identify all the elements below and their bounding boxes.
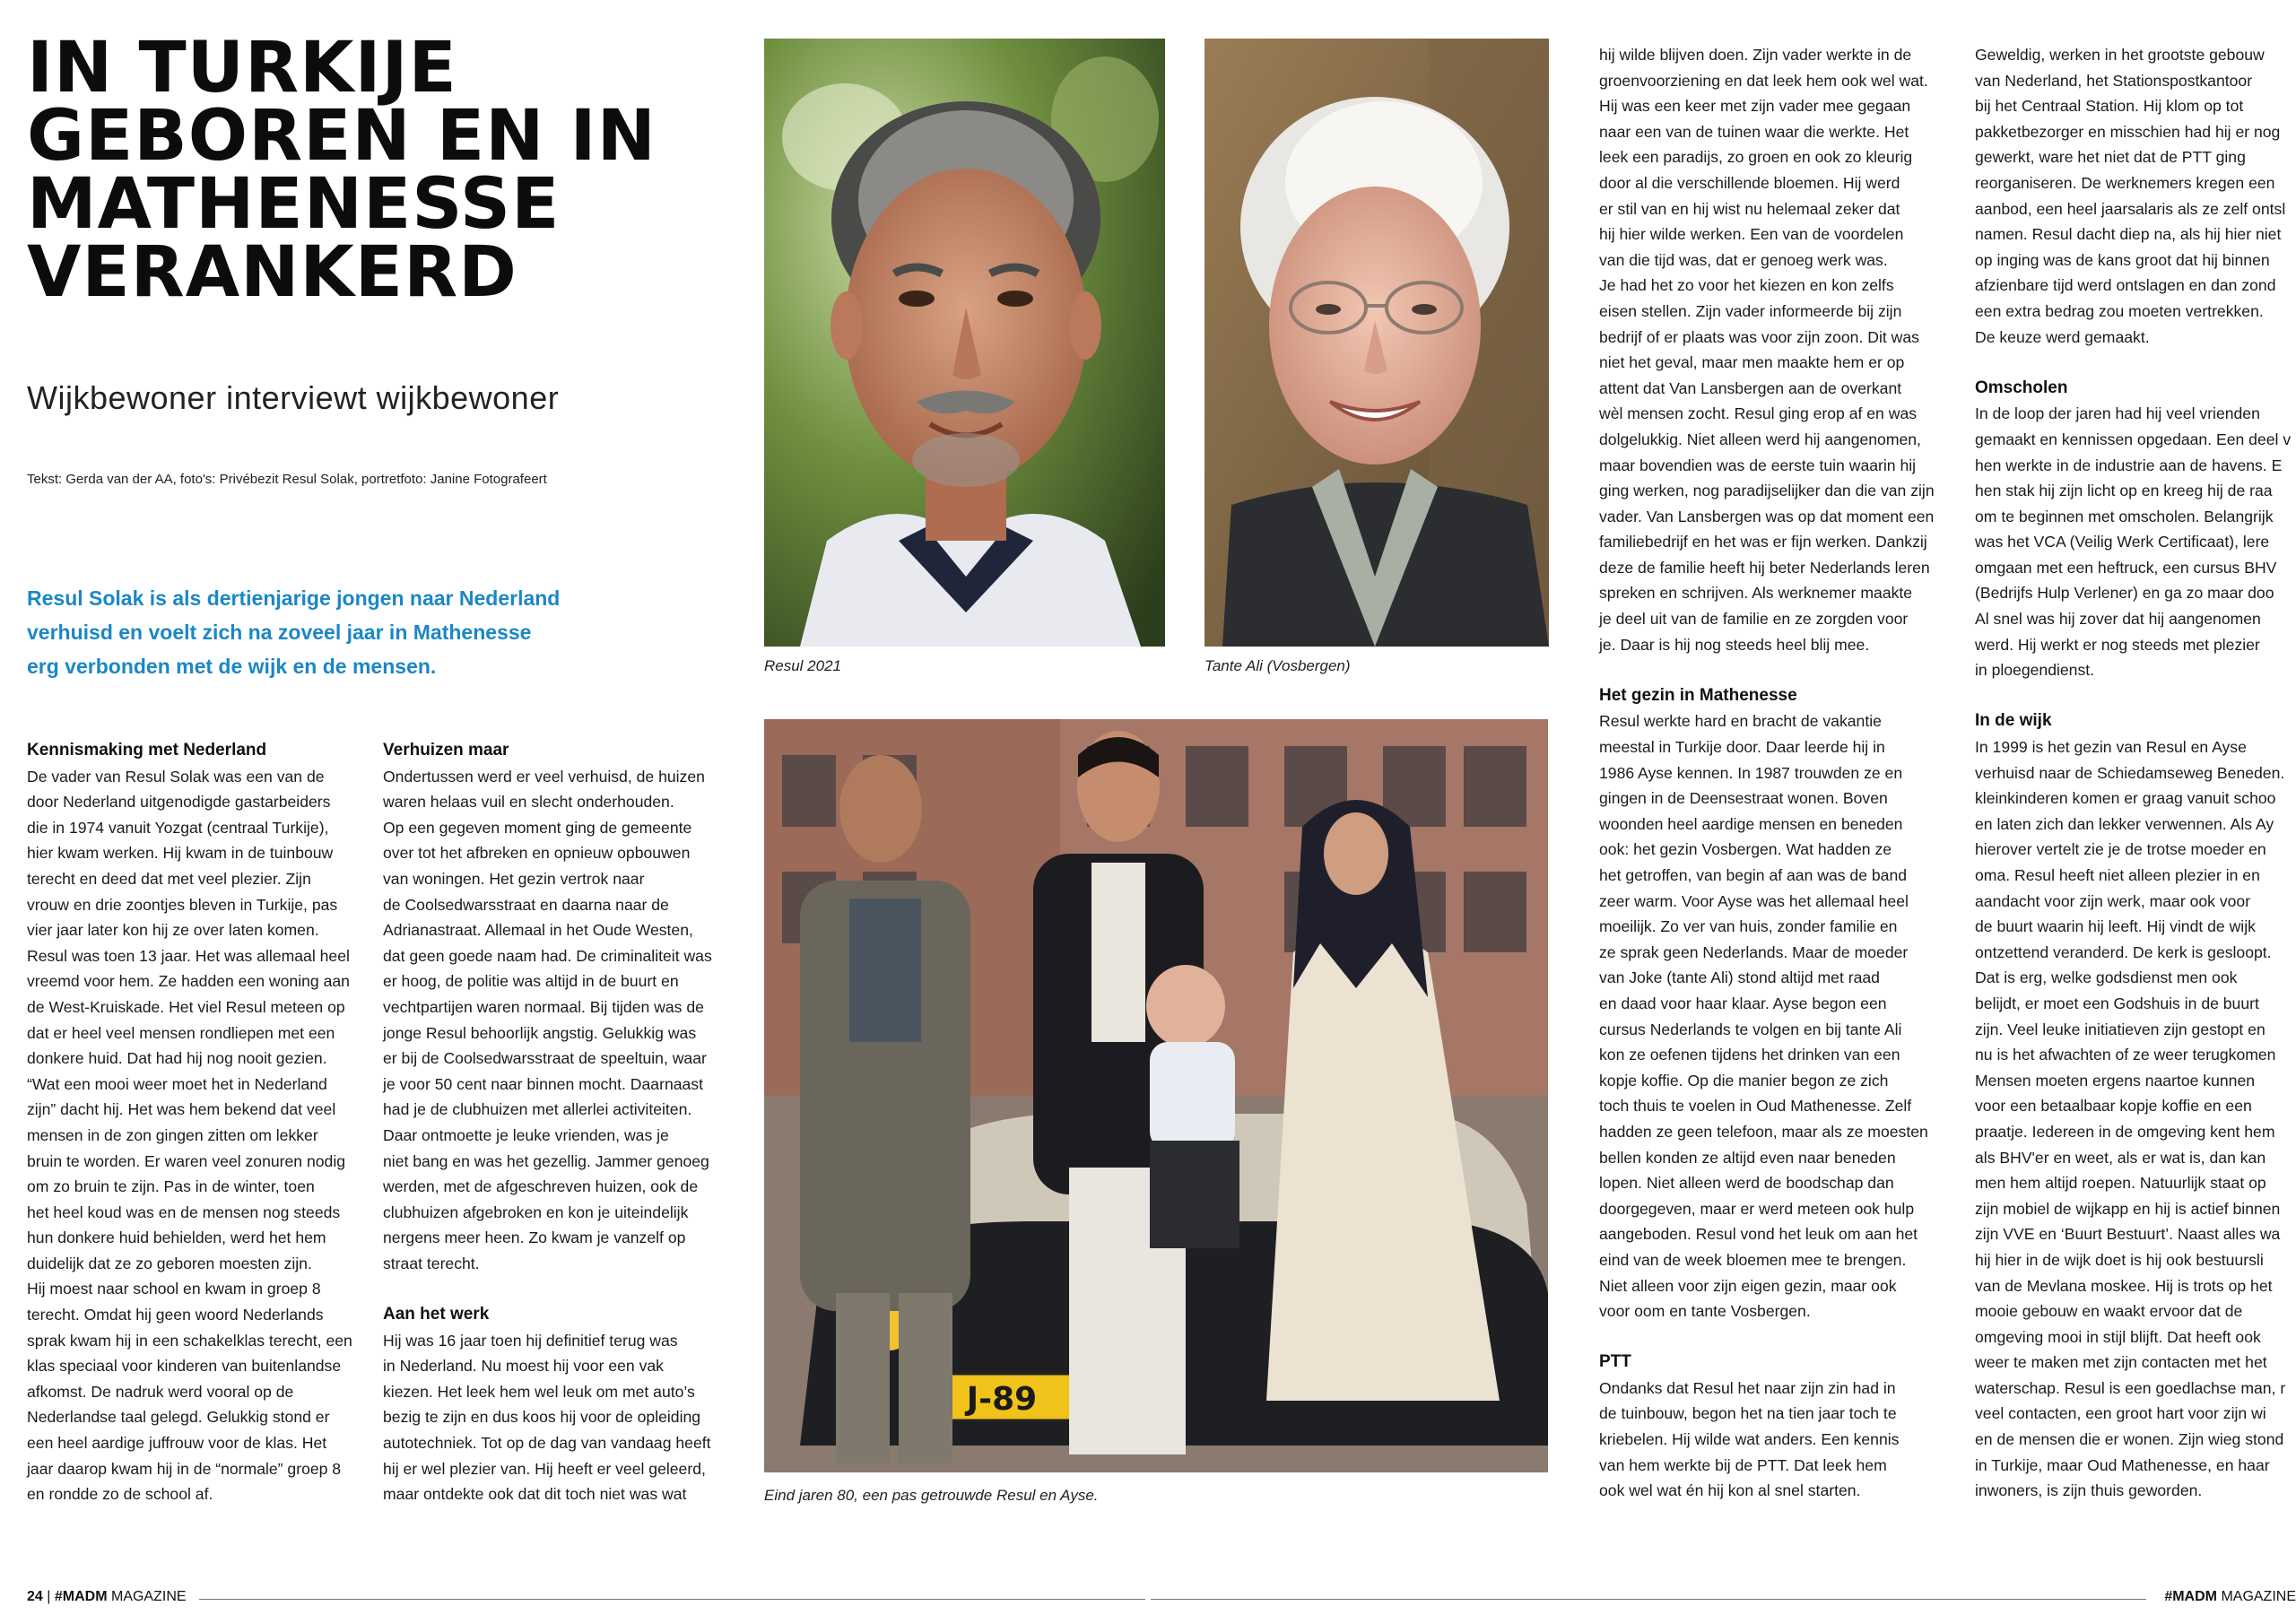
text-line: vader. Van Lansbergen was op dat moment een <box>1599 507 1935 525</box>
lead-line: erg verbonden met de wijk en de mensen. <box>27 655 437 678</box>
text-line: je voor 50 cent naar binnen mocht. Daarnaast <box>383 1074 703 1093</box>
text-line: mensen in de zon gingen zitten om lekker <box>27 1125 318 1144</box>
text-line: werden, met de afgeschreven huizen, ook de <box>383 1177 699 1196</box>
text-line: dat er heel veel mensen rondliepen met een <box>27 1023 335 1042</box>
text-line: afzienbare tijd werd ontslagen en dan zond <box>1975 276 2276 295</box>
text-line: hun donkere huid behielden, werd het hem <box>27 1229 326 1247</box>
text-line: leek een paradijs, zo groen en ook zo kleurig <box>1599 148 1913 167</box>
section-heading-in-de-wijk: In de wijk <box>1975 711 2052 731</box>
text-line: ging werken, nog paradijselijker dan die van zijn <box>1599 482 1935 500</box>
paragraph-in-de-wijk <box>1975 734 2296 1504</box>
text-line: op inging was de kans groot dat hij binnen <box>1975 250 2270 269</box>
text-line: de tuinbouw, begon het na tien jaar toch te <box>1599 1404 1897 1423</box>
text-line: was het VCA (Veilig Werk Certificaat), lere <box>1975 533 2270 551</box>
text-line: (Bedrijfs Hulp Verlener) en ga zo maar doo <box>1975 584 2274 603</box>
headline-line: GEBOREN EN IN <box>27 96 657 177</box>
text-line: cursus Nederlands te volgen en bij tante Ali <box>1599 1020 1902 1038</box>
text-line: een extra bedrag zou moeten vertrekken. <box>1975 301 2264 320</box>
paragraph-ptt-continued <box>1975 42 2296 350</box>
text-line: attent dat Van Lansbergen aan de overkant <box>1599 378 1902 397</box>
text-line: en daad voor haar klaar. Ayse begon een <box>1599 994 1887 1012</box>
text-line: bij het Centraal Station. Hij klom op tot <box>1975 97 2244 116</box>
text-line: spreken en schrijven. Als werknemer maakte <box>1599 584 1913 603</box>
text-line: om zo bruin te zijn. Pas in de winter, toen <box>27 1177 315 1196</box>
text-line: over tot het afbreken en opnieuw opbouwen <box>383 844 691 863</box>
text-line: In 1999 is het gezin van Resul en Ayse <box>1975 738 2247 757</box>
text-line: ze sprak geen Nederlands. Maar de moeder <box>1599 942 1909 961</box>
text-line: Dat is erg, welke godsdienst men ook <box>1975 968 2238 987</box>
section-heading-verhuizen: Verhuizen maar <box>383 741 509 760</box>
text-line: kopje koffie. Op die manier begon ze zich <box>1599 1071 1889 1090</box>
text-line: veel contacten, een groot hart voor zijn wi <box>1975 1404 2266 1423</box>
text-line: ook: het gezin Vosbergen. Wat hadden ze <box>1599 840 1892 859</box>
text-line: kleinkinderen komen er graag vanuit schoo <box>1975 789 2276 808</box>
text-line: hierover vertelt zie je de trotse moeder en <box>1975 840 2266 859</box>
column-2 <box>383 738 742 1507</box>
text-line: door al die verschillende bloemen. Hij werd <box>1599 173 1900 192</box>
text-line: er stil van en hij wist nu helemaal zeker dat <box>1599 199 1900 218</box>
text-line: voor een betaalbaar kopje koffie en een <box>1975 1097 2252 1116</box>
text-line: hij er wel plezier van. Hij heeft er veel geleerd, <box>383 1459 706 1478</box>
text-line: aangeboden. Resul vond het leuk om aan het <box>1599 1225 1918 1244</box>
paragraph-ptt <box>1599 1376 1958 1504</box>
text-line: omgaan met een heftruck, een cursus BHV <box>1975 558 2277 577</box>
text-line: moeilijk. Zo ver van huis, zonder familie en <box>1599 917 1898 936</box>
headline <box>27 28 709 313</box>
text-line: lopen. Niet alleen werd de boodschap dan <box>1599 1174 1894 1193</box>
text-line: van woningen. Het gezin vertrok naar <box>383 869 645 888</box>
footer-label: MAGAZINE <box>110 1589 187 1604</box>
text-line: maar ontdekte ook dat dit toch niet was wat <box>383 1485 687 1504</box>
text-line: gemaakt en kennissen opgedaan. Een deel v <box>1975 430 2292 448</box>
text-line: kiezen. Het leek hem wel leuk om met auto’s <box>383 1382 695 1401</box>
text-line: gewerkt, ware het niet dat de PTT ging <box>1975 148 2246 167</box>
text-line: je. Daar is hij nog steeds heel blij mee. <box>1599 635 1870 654</box>
text-line: belijdt, er moet een Godshuis in de buurt <box>1975 994 2259 1012</box>
text-line: van die tijd was, dat er genoeg werk was. <box>1599 250 1888 269</box>
text-line: toch thuis te voelen in Oud Mathenesse. Zelf <box>1599 1097 1912 1116</box>
paragraph-kennismaking <box>27 764 377 1507</box>
text-line: familiebedrijf en het was er fijn werken. Dankzij <box>1599 533 1927 551</box>
text-line: hij hier wilde werken. Een van de voordelen <box>1599 225 1904 244</box>
text-line: van hem werkte bij de PTT. Dat leek hem <box>1599 1455 1887 1474</box>
text-line: woonden heel aardige mensen en beneden <box>1599 814 1903 833</box>
text-line: clubhuizen afgebroken en kon je uiteindelijk <box>383 1203 689 1221</box>
text-line: van de Mevlana moskee. Hij is trots op het <box>1975 1276 2273 1295</box>
text-line: aandacht voor zijn werk, maar ook voor <box>1975 891 2251 910</box>
portrait-ali-illustration <box>1205 39 1549 647</box>
text-line: Geweldig, werken in het grootste gebouw <box>1975 46 2265 64</box>
text-line: men hem altijd roepen. Natuurlijk staat op <box>1975 1174 2266 1193</box>
text-line: de Coolsedwarsstraat en daarna naar de <box>383 895 669 914</box>
column-3 <box>1599 42 1958 1504</box>
text-line: waterschap. Resul is een goedlachse man, r <box>1975 1378 2286 1397</box>
section-heading-het-gezin: Het gezin in Mathenesse <box>1599 685 1797 705</box>
text-line: Op een gegeven moment ging de gemeente <box>383 818 692 837</box>
headline-line: MATHENESSE <box>27 164 561 245</box>
column-4 <box>1975 42 2296 1504</box>
text-line: Hij moest naar school en kwam in groep 8 <box>27 1280 321 1298</box>
text-line: inwoners, is zijn thuis geworden. <box>1975 1481 2203 1500</box>
text-line: Resul was toen 13 jaar. Het was allemaal heel <box>27 946 350 965</box>
text-line: wèl mensen zocht. Resul ging erop af en was <box>1599 404 1918 423</box>
text-line: niet het geval, maar men maakte hem er op <box>1599 353 1905 372</box>
text-line: afkomst. De nadruk werd vooral op de <box>27 1382 294 1401</box>
text-line: van Joke (tante Ali) stond altijd met raad <box>1599 968 1880 987</box>
text-line: maar bovendien was de eerste tuin waarin hij <box>1599 456 1917 474</box>
text-line: jonge Resul behoorlijk angstig. Gelukkig was <box>383 1023 697 1042</box>
text-line: dolgelukkig. Niet alleen werd hij aangenomen, <box>1599 430 1921 448</box>
text-line: in Turkije, maar Oud Mathenesse, en haar <box>1975 1455 2270 1474</box>
text-line: nergens meer heen. Zo kwam je vanzelf op <box>383 1229 686 1247</box>
text-line: zijn mobiel de wijkapp en hij is actief binnen <box>1975 1199 2281 1218</box>
paragraph-verhuizen <box>383 764 742 1277</box>
text-line: dat geen goede naam had. De criminaliteit was <box>383 946 712 965</box>
text-line: Ondanks dat Resul het naar zijn zin had in <box>1599 1378 1896 1397</box>
text-line: omgeving mooi in stijl blijft. Dat heeft ook <box>1975 1327 2261 1346</box>
text-line: niet bang en was het gezellig. Jammer genoeg <box>383 1151 709 1170</box>
footer-right <box>2164 1589 2296 1605</box>
text-line: Adrianastraat. Allemaal in het Oude Westen, <box>383 921 693 940</box>
headline-line: IN TURKIJE <box>27 28 457 109</box>
text-line: duidelijk dat ze zo geboren moesten zijn. <box>27 1254 312 1272</box>
text-line: sprak kwam hij in een schakelklas terecht, een <box>27 1331 352 1350</box>
paragraph-omscholen <box>1975 401 2296 683</box>
text-line: terecht en deed dat met veel plezier. Zijn <box>27 869 311 888</box>
text-line: de West-Kruiskade. Het viel Resul meteen op <box>27 997 345 1016</box>
text-line: er hoog, de politie was altijd in de buurt en <box>383 972 679 991</box>
text-line: werd. Hij werkt er nog steeds met plezier <box>1975 635 2260 654</box>
text-line: bedrijf of er plaats was voor zijn zoon. Dit was <box>1599 327 1919 346</box>
text-line: de buurt waarin hij leeft. Hij vindt de wijk <box>1975 917 2256 936</box>
text-line: mooie gebouw en waakt ervoor dat de <box>1975 1302 2243 1321</box>
portrait-photo-resul <box>764 39 1165 647</box>
text-line: groenvoorziening en dat leek hem ook wel wat. <box>1599 71 1928 90</box>
text-line: Resul werkte hard en bracht de vakantie <box>1599 712 1882 731</box>
text-line: Daar ontmoette je leuke vrienden, was je <box>383 1125 669 1144</box>
text-line: vechtpartijen waren normaal. Bij tijden was de <box>383 997 704 1016</box>
text-line: zijn. Veel leuke initiatieven zijn gestopt en <box>1975 1020 2266 1038</box>
text-line: autotechniek. Tot op de dag van vandaag heeft <box>383 1434 711 1453</box>
text-line: die in 1974 vanuit Yozgat (centraal Turkije), <box>27 818 329 837</box>
text-line: er bij de Coolsedwarsstraat de speeltuin, waar <box>383 1049 707 1068</box>
text-line: donkere huid. Dat had hij nog nooit gezien. <box>27 1049 327 1068</box>
section-heading-kennismaking: Kennismaking met Nederland <box>27 741 267 760</box>
portrait-photo-tante-ali <box>1205 39 1549 647</box>
text-line: Je had het zo voor het kiezen en kon zelfs <box>1599 276 1894 295</box>
column-1 <box>27 738 377 1507</box>
text-line: naar een van de tuinen waar die werkte. Het <box>1599 122 1909 141</box>
section-heading-ptt: PTT <box>1599 1352 1631 1372</box>
text-line: hadden ze geen telefoon, maar als ze moesten <box>1599 1122 1928 1141</box>
text-line: zijn VVE en ‘Buurt Bestuurt’. Naast alles wa <box>1975 1225 2281 1244</box>
text-line: ook wel wat én hij kon al snel starten. <box>1599 1481 1861 1500</box>
section-heading-omscholen: Omscholen <box>1975 378 2068 397</box>
text-line: hij wilde blijven doen. Zijn vader werkte in de <box>1599 46 1912 64</box>
text-line: weer te maken met zijn contacten met het <box>1975 1353 2267 1372</box>
caption-tante-ali: Tante Ali (Vosbergen) <box>1205 657 1351 674</box>
text-line: had je de clubhuizen met allerlei activiteiten. <box>383 1100 692 1119</box>
lead-line: Resul Solak is als dertienjarige jongen naar Nederland <box>27 586 561 610</box>
text-line: in ploegendienst. <box>1975 661 2095 680</box>
footer-brand-right: #MADM <box>2164 1589 2217 1604</box>
footer-separator: | <box>47 1589 51 1604</box>
text-line: aanbod, een heel jaarsalaris als ze zelf ontsl <box>1975 199 2286 218</box>
text-line: “Wat een mooi weer moet het in Nederland <box>27 1074 327 1093</box>
text-line: en laten zich dan lekker verwennen. Als Ay <box>1975 814 2274 833</box>
text-line: Ondertussen werd er veel verhuisd, de huizen <box>383 767 705 786</box>
text-line: hen werkte in de industrie aan de havens. E <box>1975 456 2283 474</box>
footer-brand: #MADM <box>54 1589 108 1604</box>
text-line: hij hier in de wijk doet is hij ook bestuursli <box>1975 1250 2264 1269</box>
text-line: reorganiseren. De werknemers kregen een <box>1975 173 2275 192</box>
text-line: bellen konden ze altijd even naar beneden <box>1599 1148 1896 1167</box>
text-line: Mensen moeten ergens naartoe kunnen <box>1975 1071 2256 1090</box>
text-line: verhuisd naar de Schiedamseweg Beneden. <box>1975 763 2285 782</box>
text-line: nu is het afwachten of ze weer terugkomen <box>1975 1046 2276 1064</box>
text-line: een heel aardige juffrouw voor de klas. Het <box>27 1434 327 1453</box>
text-line: jaar daarop kwam hij in de “normale” groep 8 <box>27 1459 342 1478</box>
photo-credits: Tekst: Gerda van der AA, foto's: Privébezit Resul Solak, portretfoto: Janine Fotografeert <box>27 472 547 487</box>
text-line: het heel koud was en de mensen nog steeds <box>27 1203 341 1221</box>
portrait-resul-illustration <box>764 39 1165 647</box>
family-illustration <box>764 719 1548 1472</box>
caption-resul: Resul 2021 <box>764 657 842 674</box>
text-line: Hij was 16 jaar toen hij definitief terug was <box>383 1331 678 1350</box>
text-line: De keuze werd gemaakt. <box>1975 327 2150 346</box>
paragraph-aan-het-werk <box>383 1328 742 1507</box>
text-line: van Nederland, het Stationspostkantoor <box>1975 71 2253 90</box>
text-line: bruin te worden. Er waren veel zonuren nodig <box>27 1151 346 1170</box>
text-line: In de loop der jaren had hij veel vrienden <box>1975 404 2260 423</box>
text-line: vrouw en drie zoontjes bleven in Turkije, pas <box>27 895 338 914</box>
text-line: Nederlandse taal gelegd. Gelukkig stond er <box>27 1408 330 1427</box>
text-line: De vader van Resul Solak was een van de <box>27 767 325 786</box>
text-line: en de mensen die er wonen. Zijn wieg stond <box>1975 1430 2284 1449</box>
text-line: Hij was een keer met zijn vader mee gegaan <box>1599 97 1911 116</box>
text-line: als BHV'er en weet, als er wat is, dan kan <box>1975 1148 2266 1167</box>
text-line: in Nederland. Nu moest hij voor een vak <box>383 1357 664 1376</box>
text-line: pakketbezorger en misschien had hij er nog <box>1975 122 2281 141</box>
paragraph-continued <box>1599 42 1958 657</box>
text-line: bezig te zijn en dus koos hij voor de opleiding <box>383 1408 701 1427</box>
lead-paragraph <box>27 581 637 683</box>
family-photo <box>764 719 1548 1472</box>
subtitle: Wijkbewoner interviewt wijkbewoner <box>27 379 560 416</box>
text-line: Niet alleen voor zijn eigen gezin, maar ook <box>1599 1276 1897 1295</box>
text-line: het getroffen, van begin af aan was de band <box>1599 866 1908 884</box>
text-line: kon ze oefenen tijdens het drinken van een <box>1599 1046 1900 1064</box>
text-line: eind van de week bloemen mee te brengen. <box>1599 1250 1907 1269</box>
text-line: en rondde zo de school af. <box>27 1485 213 1504</box>
text-line: namen. Resul dacht diep na, als hij hier niet <box>1975 225 2282 244</box>
text-line: voor oom en tante Vosbergen. <box>1599 1302 1811 1321</box>
text-line: vreemd voor hem. Ze hadden een woning aan <box>27 972 350 991</box>
text-line: oma. Resul heeft niet alleen plezier in en <box>1975 866 2260 884</box>
text-line: doorgegeven, maar er werd meteen ook hulp <box>1599 1199 1915 1218</box>
footer-label-right: MAGAZINE <box>2221 1589 2296 1604</box>
paragraph-het-gezin <box>1599 708 1958 1324</box>
text-line: 1986 Ayse kennen. In 1987 trouwden ze en <box>1599 763 1903 782</box>
license-plate: J-89 <box>966 1381 1038 1418</box>
footer-rule-right <box>1151 1599 2146 1600</box>
text-line: zeer warm. Voor Ayse was het allemaal heel <box>1599 891 1909 910</box>
footer-rule-left <box>199 1599 1145 1600</box>
text-line: straat terecht. <box>383 1254 480 1272</box>
page-number: 24 <box>27 1589 43 1604</box>
text-line: hier kwam werken. Hij kwam in de tuinbouw <box>27 844 334 863</box>
headline-line: VERANKERD <box>27 232 517 313</box>
text-line: gingen in de Deensestraat wonen. Boven <box>1599 789 1888 808</box>
section-heading-aan-het-werk: Aan het werk <box>383 1305 490 1324</box>
text-line: vier jaar later kon hij ze over laten komen. <box>27 921 319 940</box>
text-line: je deel uit van de familie en ze zorgden voor <box>1599 610 1909 629</box>
text-line: hen stak hij zijn licht op en kreeg hij de raa <box>1975 482 2273 500</box>
text-line: Al snel was hij zover dat hij aangenomen <box>1975 610 2261 629</box>
lead-line: verhuisd en voelt zich na zoveel jaar in Mathenesse <box>27 621 532 644</box>
text-line: ontzettend veranderd. De kerk is gesloopt. <box>1975 942 2272 961</box>
text-line: praatje. Iedereen in de omgeving kent hem <box>1975 1122 2275 1141</box>
text-line: terecht. Omdat hij geen woord Nederlands <box>27 1306 324 1324</box>
text-line: kriebelen. Hij wilde wat anders. Een kennis <box>1599 1430 1900 1449</box>
text-line: meestal in Turkije door. Daar leerde hij in <box>1599 738 1885 757</box>
footer-left <box>27 1589 187 1605</box>
text-line: eisen stellen. Zijn vader informeerde bij zijn <box>1599 301 1902 320</box>
text-line: waren helaas vuil en slecht onderhouden. <box>383 793 674 812</box>
text-line: door Nederland uitgenodigde gastarbeiders <box>27 793 331 812</box>
text-line: om te beginnen met omscholen. Belangrijk <box>1975 507 2274 525</box>
caption-family: Eind jaren 80, een pas getrouwde Resul en Ayse. <box>764 1487 1099 1504</box>
text-line: deze de familie heeft hij beter Nederlands leren <box>1599 558 1930 577</box>
text-line: klas speciaal voor kinderen van buitenlandse <box>27 1357 342 1376</box>
text-line: zijn” dacht hij. Het was hem bekend dat veel <box>27 1100 336 1119</box>
